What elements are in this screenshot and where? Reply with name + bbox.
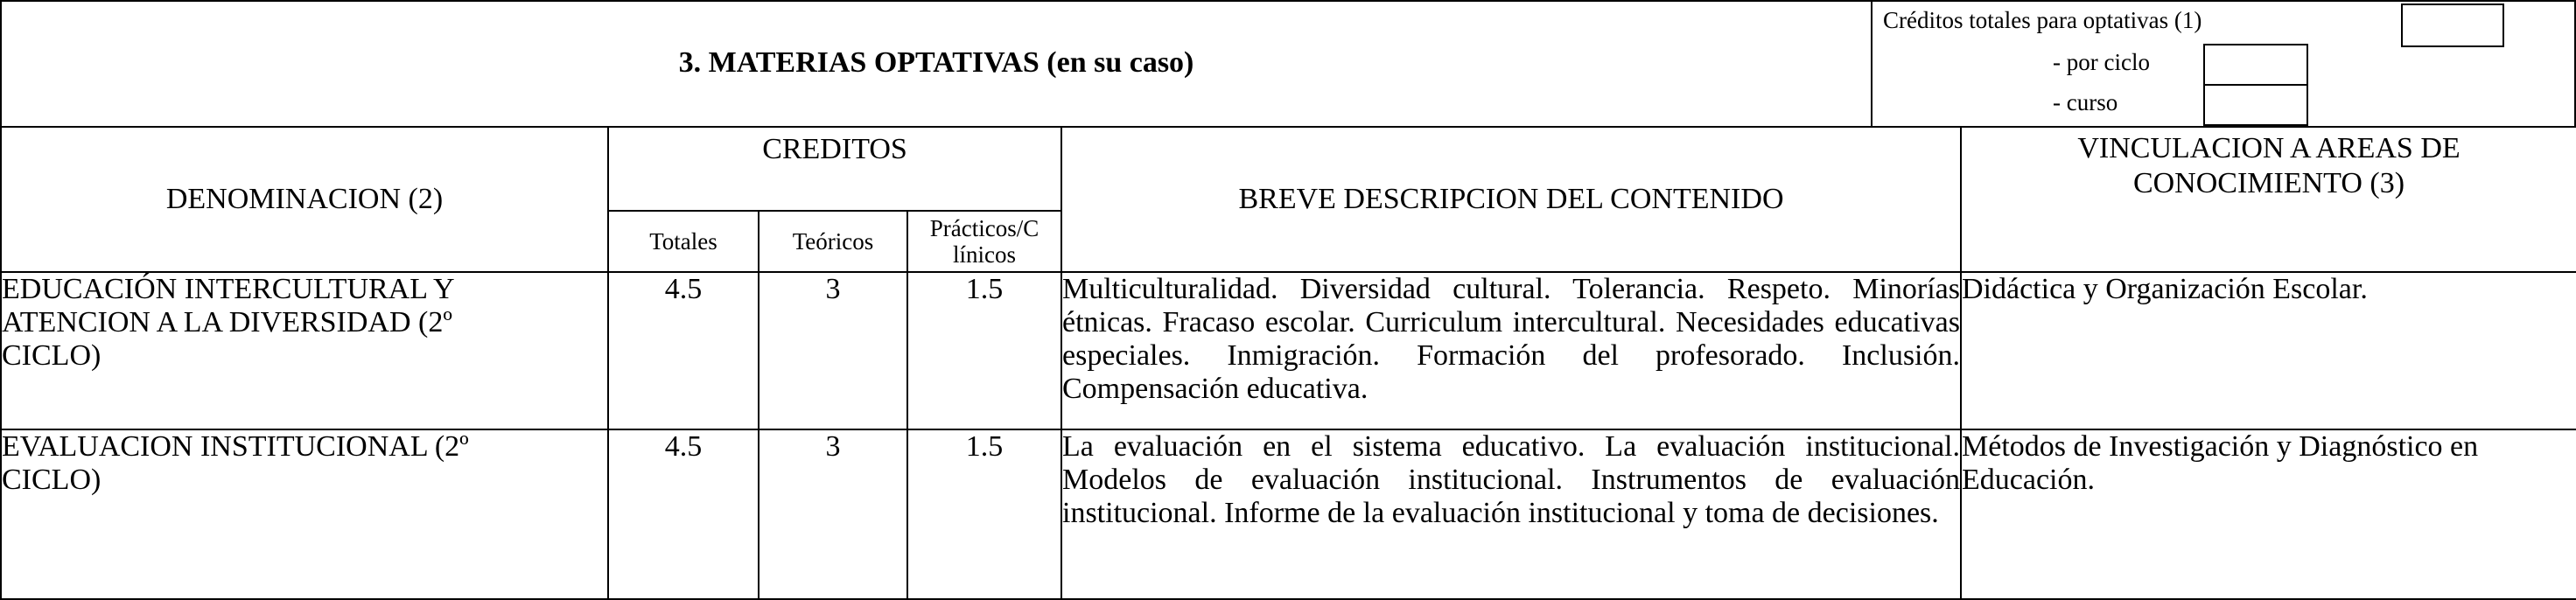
- vinculacion-header: [1961, 127, 2576, 272]
- section-title: 3. MATERIAS OPTATIVAS (en su caso): [678, 46, 1194, 79]
- row-denominacion-line: ATENCION A LA DIVERSIDAD (2º: [2, 306, 452, 338]
- row-totales: 4.5: [608, 429, 759, 599]
- denominacion-header: DENOMINACION (2): [1, 127, 608, 272]
- row-denominacion-line: EDUCACIÓN INTERCULTURAL Y: [2, 273, 455, 305]
- teoricos-header: Teóricos: [759, 211, 907, 272]
- row-denominacion: [1, 272, 608, 429]
- course-label: - curso: [2053, 89, 2118, 115]
- row-denominacion-line: CICLO): [2, 464, 102, 496]
- row-teoricos: 3: [759, 429, 907, 599]
- optional-subjects-table: [0, 126, 2576, 600]
- row-practicos: 1.5: [907, 429, 1061, 599]
- row-totales: 4.5: [608, 272, 759, 429]
- per-cycle-credits-box: [2203, 44, 2308, 86]
- table-row: [1, 429, 2576, 599]
- row-descripcion: Multiculturalidad. Diversidad cultural. Tolerancia. Respeto. Minorías étnicas. Fracaso escolar. Curriculum intercultural. Necesidades educativas especiales. Inmigración. Formación del profesorado. Inclusión. Compensación educativa.: [1061, 272, 1961, 429]
- row-teoricos: 3: [759, 272, 907, 429]
- row-practicos: 1.5: [907, 272, 1061, 429]
- per-cycle-label: - por ciclo: [2053, 49, 2150, 75]
- row-denominacion-line: EVALUACION INSTITUCIONAL (2º: [2, 430, 469, 463]
- row-denominacion: [1, 429, 608, 599]
- row-denominacion-line: CICLO): [2, 339, 102, 372]
- row-descripcion: La evaluación en el sistema educativo. La evaluación institucional. Modelos de evaluación institucional. Instrumentos de evaluación institucional. Informe de la evaluación institucional y toma de decisiones.: [1061, 429, 1961, 599]
- totales-header: Totales: [608, 211, 759, 272]
- table-header-row: [1, 127, 2576, 211]
- practicos-header-line2: línicos: [953, 241, 1016, 268]
- practicos-header-line1: Prácticos/C: [929, 215, 1040, 241]
- course-credits-box: [2203, 84, 2308, 126]
- creditos-header: CREDITOS: [608, 127, 1061, 211]
- row-vinculacion: Métodos de Investigación y Diagnóstico en Educación.: [1961, 429, 2576, 599]
- row-vinculacion: Didáctica y Organización Escolar.: [1961, 272, 2576, 429]
- descripcion-header: BREVE DESCRIPCION DEL CONTENIDO: [1061, 127, 1961, 272]
- table-row: [1, 272, 2576, 429]
- section-header: [0, 0, 2576, 126]
- vinculacion-header-line2: CONOCIMIENTO (3): [2132, 167, 2405, 199]
- total-optional-credits-label: Créditos totales para optativas (1): [1883, 7, 2202, 33]
- vinculacion-header-line1: VINCULACION A AREAS DE: [2077, 132, 2460, 164]
- total-optional-credits-box: [2401, 3, 2504, 47]
- practicos-header: [907, 211, 1061, 272]
